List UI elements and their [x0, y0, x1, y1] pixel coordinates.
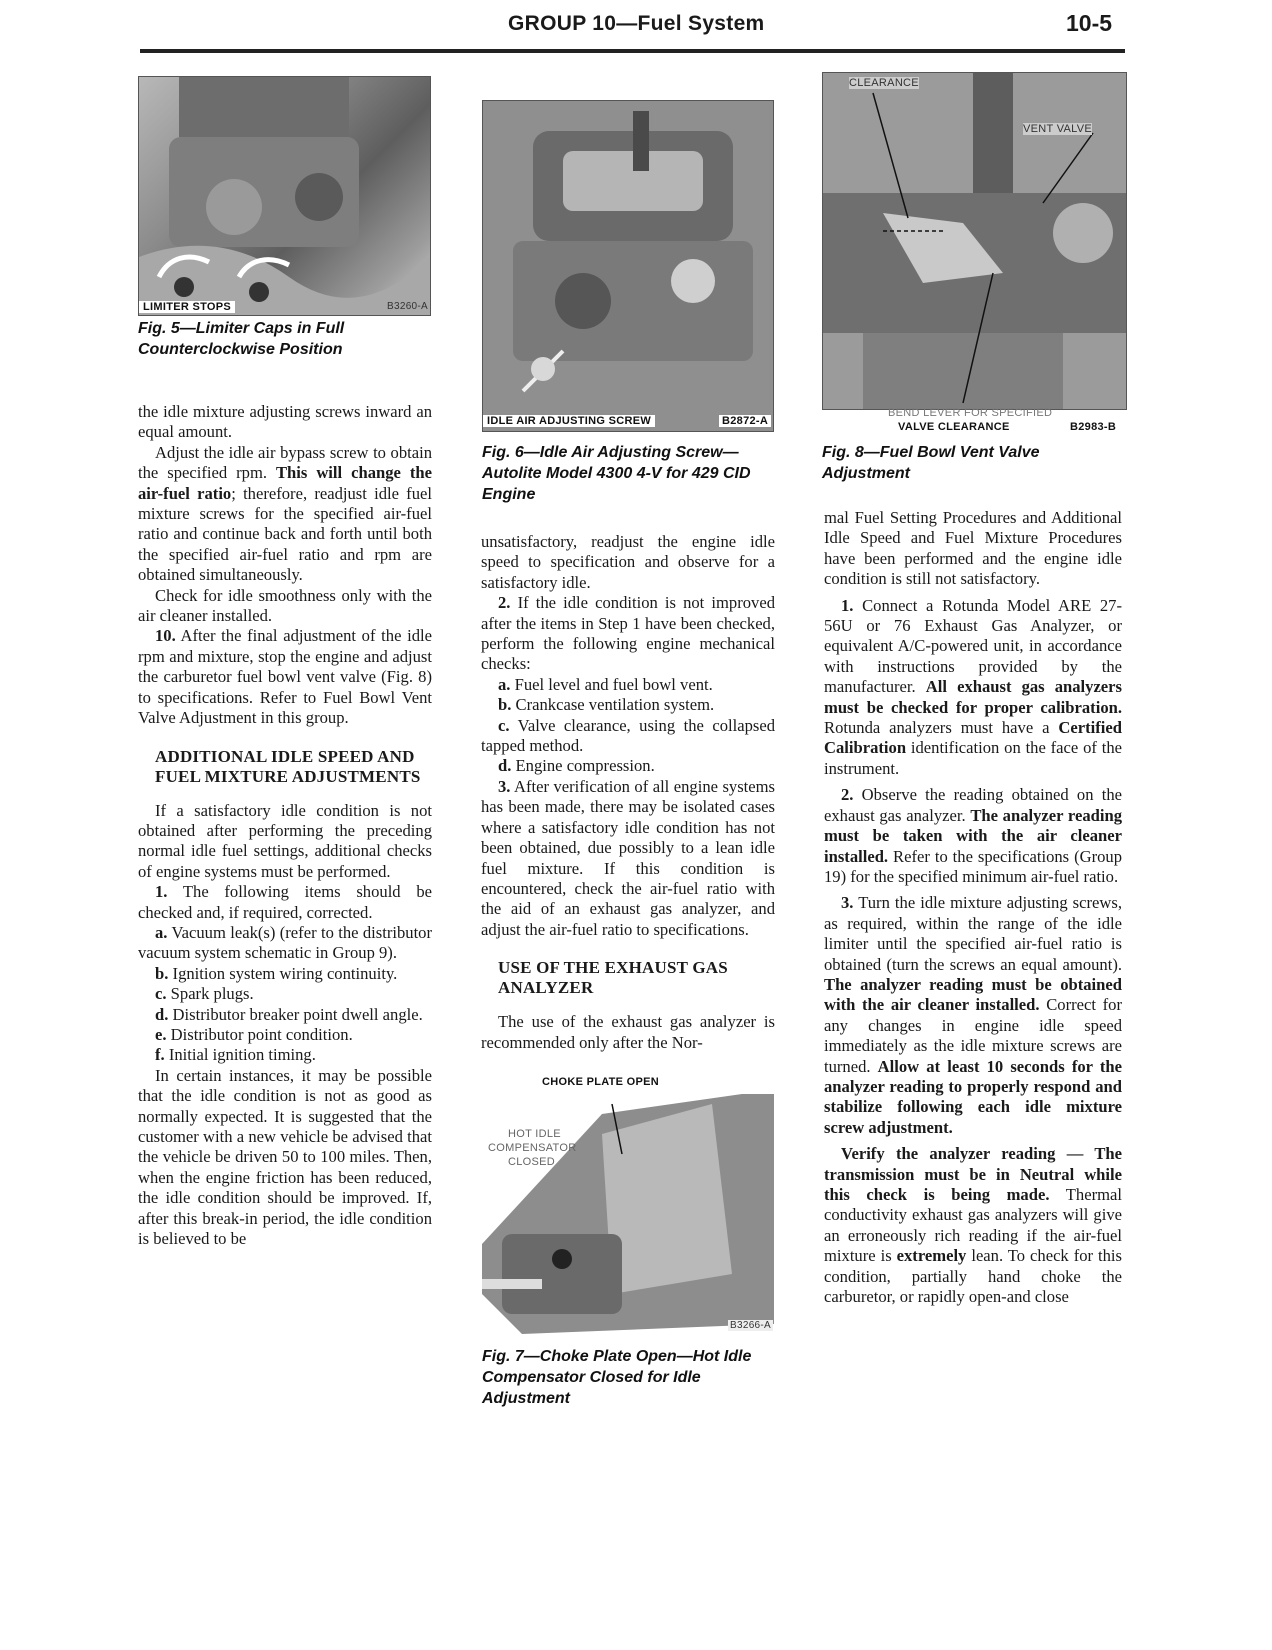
header-rule — [140, 49, 1125, 53]
fig6-code: B2872-A — [719, 415, 771, 427]
fig8-photo — [822, 72, 1127, 410]
paragraph: 2. Observe the reading obtained on the exhaust gas analyzer. The analyzer reading must be taken with the air cleaner installed. Refer to the specifications (Group 19) for the specified minimum air-fuel ratio. — [824, 785, 1122, 886]
paragraph: If a satisfactory idle condition is not obtained after performing the preceding normal idle fuel settings, additional checks of engine systems must be performed. — [138, 800, 432, 881]
paragraph: 10. After the final adjustment of the idle rpm and mixture, stop the engine and adjust the carburetor fuel bowl vent valve (Fig. 8) to specifications. Refer to Fuel Bowl Vent Valve Adjustment in this group. — [138, 626, 432, 728]
fig5-photo — [138, 76, 431, 316]
list-item: a. Fuel level and fuel bowl vent. — [498, 674, 713, 694]
paragraph: Check for idle smoothness only with the air cleaner installed. — [138, 585, 432, 626]
fig6-photo — [482, 100, 774, 432]
fig7-caption: Fig. 7—Choke Plate Open—Hot Idle Compensator Closed for Idle Adjustment — [482, 1348, 752, 1407]
paragraph: In certain instances, it may be possible that the idle condition is not as good as normally expected. It is suggested that the customer with a new vehicle be advised that the vehicle be driven 50 to 100 miles. Then, when the engine friction has been reduced, the idle condition should be improved. If, after this break-in period, the idle condition is believed to be — [138, 1065, 432, 1249]
paragraph: Adjust the idle air bypass screw to obtain the specified rpm. This will change the air-fuel ratio; therefore, readjust idle fuel mixture screws for the specified air-fuel ratio and continue back and forth until both the specified air-fuel ratio and rpm are obtained simultaneously. — [138, 442, 432, 585]
list-item: d. Distributor breaker point dwell angle. — [155, 1004, 423, 1024]
fig5-code: B3260-A — [387, 301, 429, 312]
fig7-label-top: CHOKE PLATE OPEN — [542, 1076, 660, 1088]
fig8-code: B2983-B — [1070, 421, 1117, 433]
fig7-code: B3266-A — [730, 1320, 772, 1331]
list-item: b. Crankcase ventilation system. — [498, 695, 715, 715]
paragraph: Verify the analyzer reading — The transmission must be in Neutral while this check is being made. Thermal conductivity exhaust gas analyzers will give an erroneously rich reading if the air-fuel mixture is extremely lean. To check for this condition, partially hand choke the carburetor, or rapidly open-and close — [824, 1144, 1123, 1307]
list-item: c. Spark plugs. — [155, 984, 254, 1004]
fig5-label: LIMITER STOPS — [139, 301, 235, 313]
list-item: f. Initial ignition timing. — [155, 1045, 316, 1065]
column-2 — [481, 532, 775, 1053]
column-1 — [138, 402, 432, 1249]
paragraph: mal Fuel Setting Procedures and Additional Idle Speed and Fuel Mixture Procedures have been performed and the engine idle condition is still not satisfactory. — [824, 508, 1122, 589]
page-number: 10-5 — [1066, 10, 1113, 36]
fig6-caption: Fig. 6—Idle Air Adjusting Screw—Autolite Model 4300 4-V for 429 CID Engine — [482, 444, 751, 503]
paragraph: 3. Turn the idle mixture adjusting screws, as required, within the range of the idle limiter until the specified air-fuel ratio is obtained (turn the screws an equal amount). The analyzer reading must be obtained with the air cleaner installed. Correct for any changes in engine idle speed immediately as the idle mixture screws are turned. Allow at least 10 seconds for the analyzer reading to properly respond and stabilize following each idle mixture screw adjustment. — [824, 893, 1122, 1137]
page-header-title: GROUP 10—Fuel System — [508, 12, 765, 35]
fig8-caption: Fig. 8—Fuel Bowl Vent Valve Adjustment — [822, 444, 1040, 482]
section-heading: USE OF THE EXHAUST GAS ANALYZER — [498, 958, 728, 998]
paragraph: 3. After verification of all engine systems has been made, there may be isolated cases where a satisfactory idle condition has not been obtained, due possibly to a lean idle fuel mixture. If this condition is encountered, check the air-fuel ratio with the aid of an exhaust gas analyzer, and adjust the air-fuel ratio to specifications. — [481, 776, 775, 939]
fig7-label-left-3: CLOSED — [508, 1156, 556, 1168]
fig7-label-left-2: COMPENSATOR — [488, 1142, 577, 1154]
list-item: b. Ignition system wiring continuity. — [155, 963, 398, 983]
fig8-label-bottom-2: VALVE CLEARANCE — [898, 421, 1010, 433]
fig8-label-clearance: CLEARANCE — [849, 77, 919, 89]
list-item: c. Valve clearance, using the collapsed tapped method. — [481, 715, 775, 756]
carburetor-illustration — [139, 77, 430, 315]
column-3 — [824, 508, 1122, 1307]
paragraph: 2. If the idle condition is not improved after the items in Step 1 have been checked, perform the following engine mechanical checks: — [481, 593, 775, 674]
fig8-label-vent: VENT VALVE — [1023, 123, 1093, 135]
carburetor-illustration — [483, 101, 773, 431]
list-item: d. Engine compression. — [498, 756, 655, 776]
fig7-label-left-1: HOT IDLE — [508, 1128, 561, 1140]
list-item: a. Vacuum leak(s) (refer to the distributor vacuum system schematic in Group 9). — [138, 922, 432, 963]
paragraph: 1. Connect a Rotunda Model ARE 27-56U or 76 Exhaust Gas Analyzer, or equivalent A/C-powered unit, in accordance with instructions provided by the manufacturer. All exhaust gas analyzers must be checked for proper calibration. Rotunda analyzers must have a Certified Calibration identification on the face of the instrument. — [824, 595, 1122, 778]
fig8-label-bottom-1: BEND LEVER FOR SPECIFIED — [888, 407, 1053, 419]
fig5-caption: Fig. 5—Limiter Caps in Full Counterclockwise Position — [138, 320, 345, 358]
paragraph: unsatisfactory, readjust the engine idle speed to specification and observe for a satisfactory idle. — [481, 532, 775, 592]
paragraph: 1. The following items should be checked and, if required, corrected. — [138, 882, 432, 922]
section-heading: ADDITIONAL IDLE SPEED AND FUEL MIXTURE ADJUSTMENTS — [155, 746, 421, 786]
fig7-photo — [482, 1094, 774, 1334]
fig6-label: IDLE AIR ADJUSTING SCREW — [483, 415, 655, 427]
paragraph: the idle mixture adjusting screws inward an equal amount. — [138, 402, 432, 442]
paragraph: The use of the exhaust gas analyzer is recommended only after the Nor- — [481, 1012, 775, 1052]
list-item: e. Distributor point condition. — [155, 1024, 353, 1044]
